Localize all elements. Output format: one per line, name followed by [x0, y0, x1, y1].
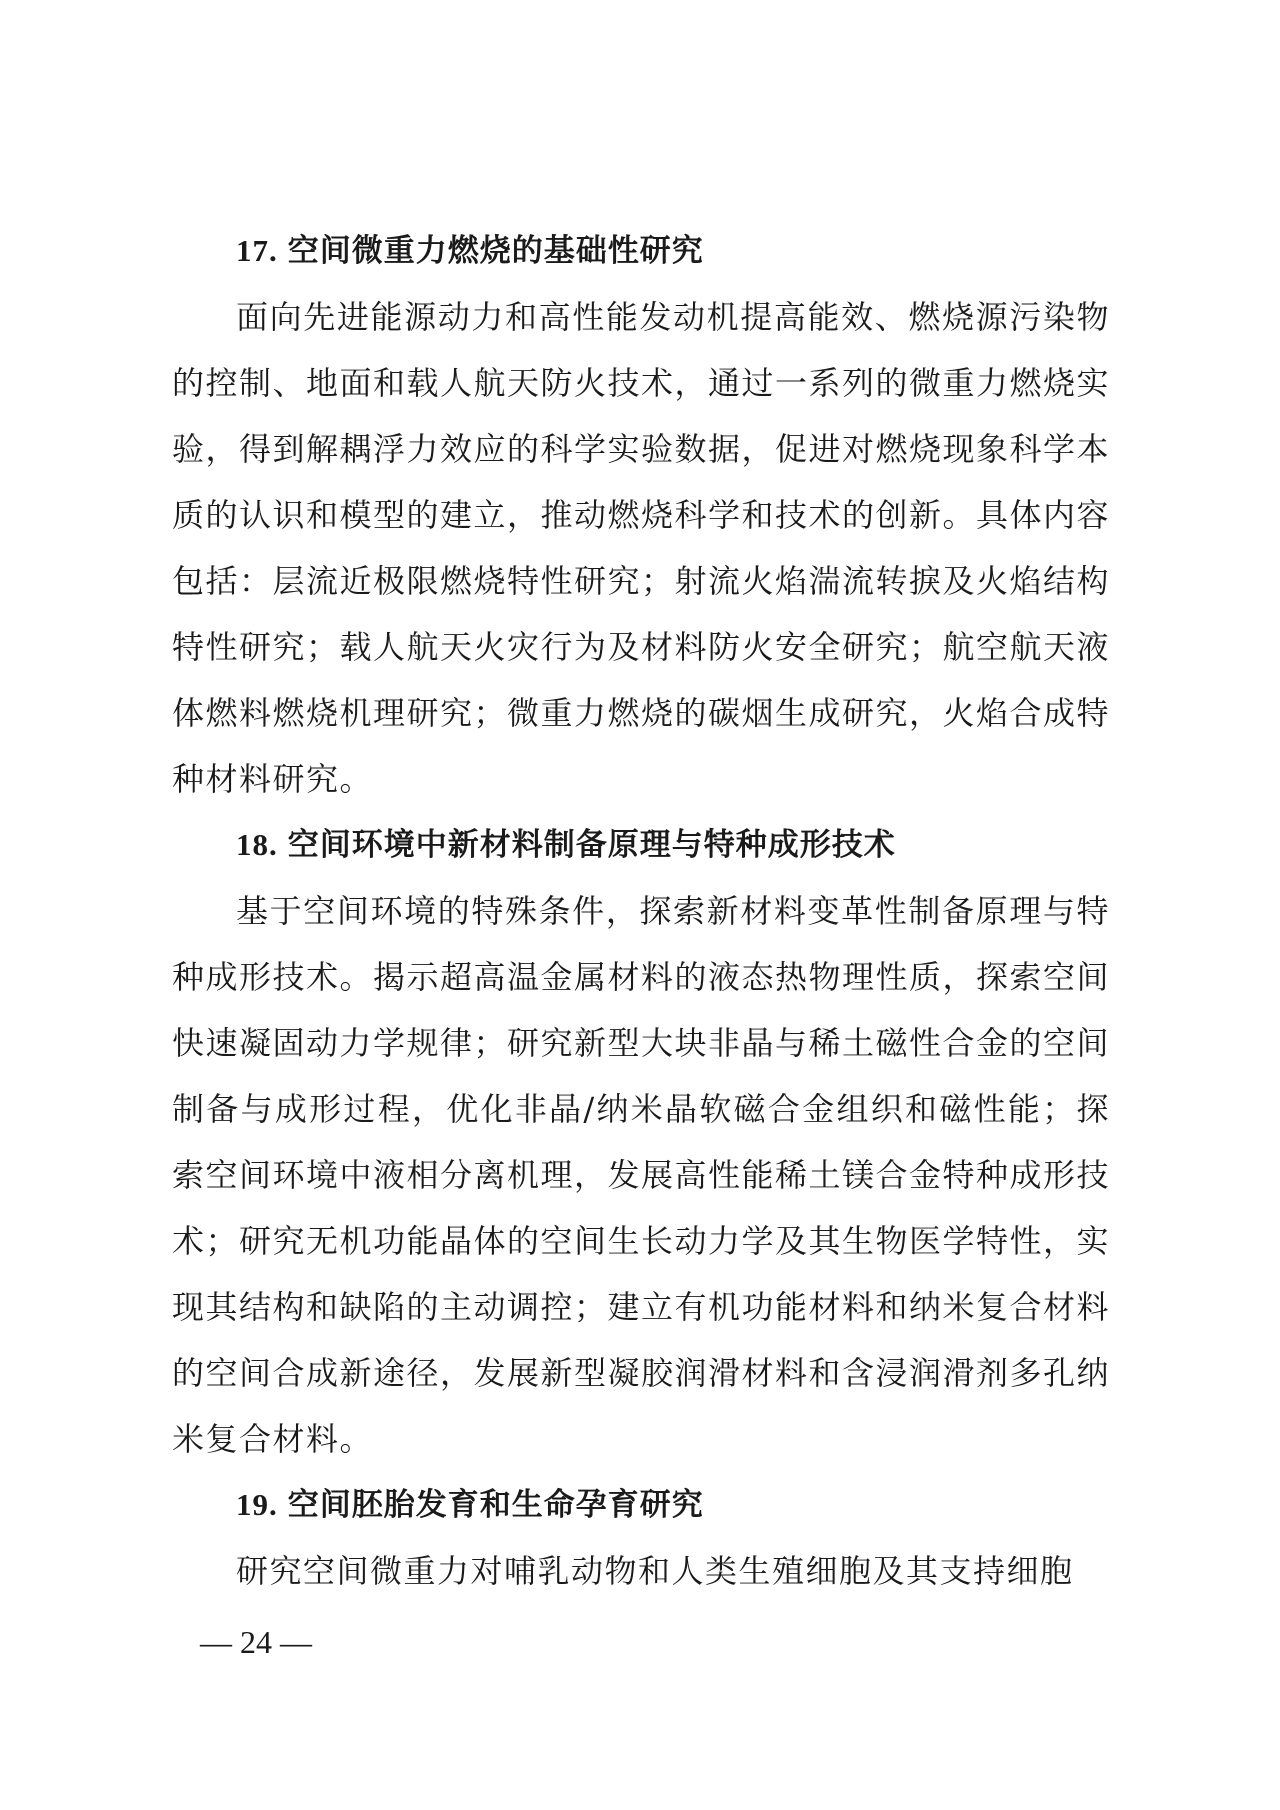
- section-19-number: 19.: [236, 1487, 278, 1522]
- section-18-heading: 空间环境中新材料制备原理与特种成形技术: [287, 827, 896, 863]
- section-18-body: 基于空间环境的特殊条件，探索新材料变革性制备原理与特种成形技术。揭示超高温金属材料的液态热物理性质，探索空间快速凝固动力学规律；研究新型大块非晶与稀土磁性合金的空间制备与成形过程，优化非晶/纳米晶软磁合金组织和磁性能；探索空间环境中液相分离机理，发展高性能稀土镁合金特种成形技术；研究无机功能晶体的空间生长动力学及其生物医学特性，实现其结构和缺陷的主动调控；建立有机功能材料和纳米复合材料的空间合成新途径，发展新型凝胶润滑材料和含浸润滑剂多孔纳米复合材料。: [172, 892, 1111, 1458]
- section-18-title: [172, 812, 1110, 878]
- page-content: [172, 218, 1110, 1604]
- section-17-title: [172, 218, 1110, 284]
- page-number: — 24 —: [200, 1624, 312, 1660]
- section-17-number: 17.: [236, 233, 278, 268]
- section-19-body: 研究空间微重力对哺乳动物和人类生殖细胞及其支持细胞: [236, 1552, 1074, 1590]
- section-19-heading: 空间胚胎发育和生命孕育研究: [287, 1487, 704, 1523]
- section-19-title: [172, 1472, 1110, 1538]
- section-18-number: 18.: [236, 827, 278, 862]
- section-17-heading: 空间微重力燃烧的基础性研究: [287, 233, 704, 269]
- section-17-body: 面向先进能源动力和高性能发动机提高能效、燃烧源污染物的控制、地面和载人航天防火技术，通过一系列的微重力燃烧实验，得到解耦浮力效应的科学实验数据，促进对燃烧现象科学本质的认识和模型的建立，推动燃烧科学和技术的创新。具体内容包括：层流近极限燃烧特性研究；射流火焰湍流转捩及火焰结构特性研究；载人航天火灾行为及材料防火安全研究；航空航天液体燃料燃烧机理研究；微重力燃烧的碳烟生成研究，火焰合成特种材料研究。: [172, 298, 1111, 798]
